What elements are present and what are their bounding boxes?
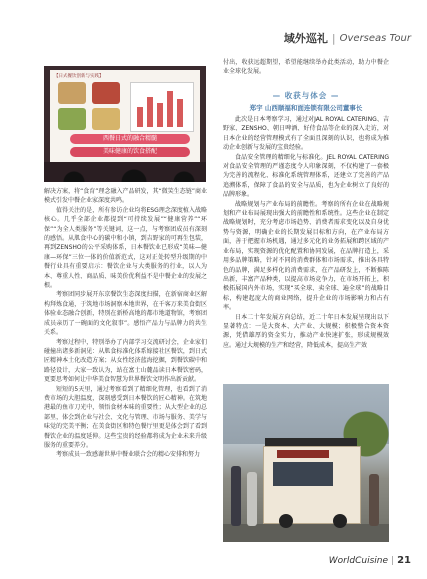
section-header [284, 30, 411, 46]
interview-body [223, 115, 389, 350]
food-truck-photo [223, 384, 389, 542]
paragraph: 考察团同步展开东京餐饮生态深度扫描，在新宿商业区解构拜炼食通，于筑地市场洞察本地世界，在千客万来美食街区体验业态融合创新，特别在新桥高地的都市地道物馆，考察团成员亲历了一碗面的文化叙事”。感悟产品力与品牌力的共生关系。 [44, 291, 207, 337]
slide-banner: 西餐日式的融合精髓 [70, 134, 190, 144]
paragraph: 食品安全管理的精细化与标准化。JEL ROYAL CATERING对食品安全管理的严谨态度令人印象深刻，不仅构建了一套极为完善的流程化、标准化系统管理体系，还建立了完善的产品追溯体系，保障了食品的安全与品质，也为企业树立了良好的品牌形象。 [223, 153, 389, 199]
truck-sign [277, 450, 329, 458]
page-footer [329, 555, 411, 566]
presentation-slide [50, 70, 200, 162]
footer-brand: WorldCuisine [328, 555, 389, 566]
truck-window [273, 462, 333, 486]
interview-heading: — 收获与体会 — [272, 91, 340, 100]
person-figure [231, 466, 241, 526]
audience-area [44, 162, 206, 182]
truck-wheel [279, 514, 293, 528]
paragraph: 解决方案，将“食育”理念融入产品研发，其“微笑生态链”商业模式引发中餐企业家深度共鸣。 [44, 188, 207, 205]
paragraph: 考察过程中，特别举办了内部学习交流研讨会，企业家们碰撞出诸多新洞见：从肌食标准化体系嫁接社区餐饮，到日式匠精神本土化改造方案；从女性经济蓝海挖掘，到餐饮碳中和路径设计，大家一致认为，站在富士山麓品读日本餐饮密码，更要思考如何让中华美食智慧为世界餐饮文明作出新贡献。 [44, 338, 207, 384]
paragraph: 考察成员一致感谢世界中餐业联合会的精心安排和努力 [56, 451, 201, 459]
slide-banner: 美味健康的饮食搭配 [70, 147, 190, 157]
food-image [92, 82, 120, 104]
street [223, 524, 389, 542]
food-image [58, 82, 86, 104]
food-image [92, 108, 120, 130]
paragraph: 日本二十年发展方向总结，近二十年日本发展呈现出以下显著特点：一是大资本、大产业、大规模；积极整合资本资源，凭借雄厚的资金实力，推动产业快速扩张，形成规模效应。通过大规模的生产和经营，降低成本，提高生产效 [223, 313, 389, 349]
interview-heading-text: 收获与体会 [284, 91, 328, 100]
footer-separator: | [391, 555, 395, 566]
section-separator: | [331, 31, 336, 45]
right-column-top-text [223, 58, 389, 77]
slide-title: 【日式餐饮创新与实践】 [54, 74, 104, 79]
paragraph: 此次是日本考察学习，通过对JAL ROYAL CATERING、吉野家、ZENSHO、朝日啤酒、好侍食品等企业的深入走访，对日本企业的经营管理模式有了全面且深刻的认识，也将成为推动企业创新与发展的宝贵经验。 [223, 116, 389, 152]
interviewee-name: 郑宇 山西顺福和面连锁有限公司董事长 [249, 104, 363, 112]
section-title-cn: 域外巡礼 [283, 32, 328, 45]
section-title-en: Overseas Tour [339, 32, 411, 44]
audience-heads [44, 168, 206, 182]
paragraph: 短短的5天里，通过考察看到了精细化管理，也看到了消费市场的大胆温度，深刻感受到日本餐饮的匠心精神。在筑地港最的鱼市刀光中，领悟食材本味的重要性；从大型企业的总部里，体会到企业与社会、文化与管理、市场与服务、美学与味觉的完美平衡；在美食街区和特色餐厅里更是体会到了看到餐饮企业的温度延伸。这些宝贵的经验都将成为企业未来升级服务的重要养分。 [44, 385, 207, 449]
truck-wheel [333, 514, 347, 528]
person-figure [247, 472, 257, 526]
interview-section [223, 90, 389, 350]
page-number: 21 [397, 555, 411, 566]
paragraph: 付出，收获远超期望，希望能继续举办此类活动，助力中餐企业全球化发展。 [223, 59, 389, 76]
left-column-text [44, 187, 207, 460]
person-figure [369, 474, 379, 526]
paragraph: 值得关注的是，所有参访企业均将ESG理念深度植入战略核心。几乎全部企业都提到“可持续发展”“健康营养”“环保”“为全人类服务”等关键词，这一点，与考察团成员有深刻的感悟。从肌食中心的碳中和小镇，到吉野家的可再生包装，再到ZENSHO的公平采购体系，日本餐饮业已形成“美味—健康—环保”三位一体的价值新范式，这对正处转型升级期的中餐行业具有重要启示：餐饮企业与大类服务的行业，以人为本、尊重人性、商品质、味美价优利益不是中餐企业的发展之根。 [44, 206, 207, 290]
slide-chart [130, 82, 194, 132]
food-image [58, 108, 86, 130]
presentation-photo [44, 66, 206, 182]
paragraph: 战略规划与产业布局的前瞻性。考察的所有企业在战略规划和产业布局展现出强大的前瞻性和系统性。这些企业在制定战略规划时，充分考虑市场趋势、消费者需求变化以及自身优势与资源，明确企业的长期发展目标和方向，在产业布局方面，善于把握市场机遇，通过多元化的业务拓展和跨区域的产业布局，实现资源的优化配置和协同发展，在品牌打造上，采用多品牌策略，针对不同的消费群体和市场需求，推出各具特色的品牌，满足多样化的消费需求，在产品研发上，不断推陈出新，丰富产品种类，以提高市场竞争力，在市场开拓上，积极拓展国内外市场，实现“买全球、卖全球、遍全球”的战略目标，构建起庞大的商业网络，提升企业的市场影响力和占有率。 [223, 200, 389, 312]
